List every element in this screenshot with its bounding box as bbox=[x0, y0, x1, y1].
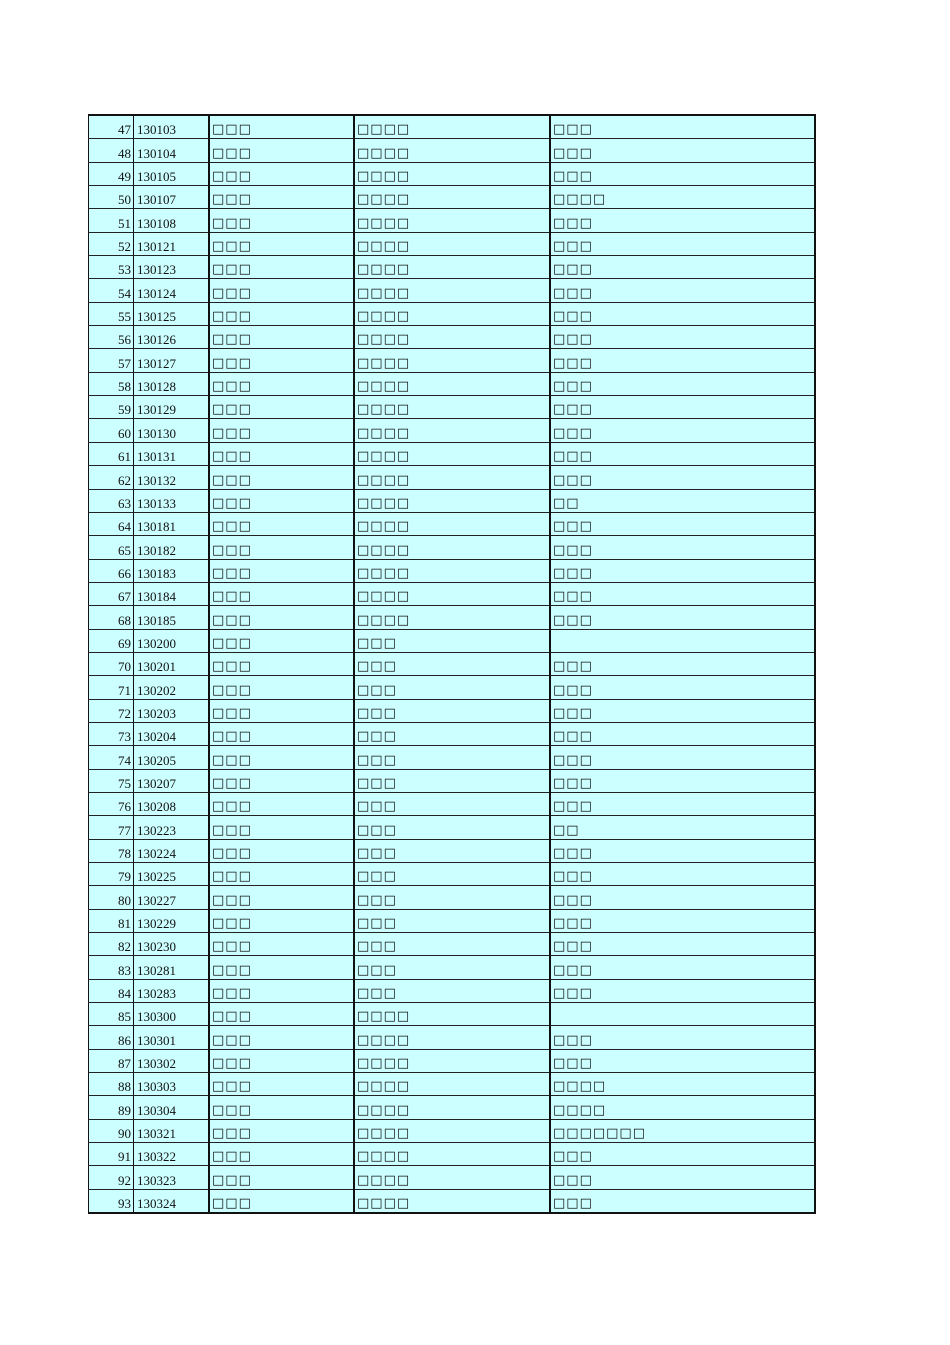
row-index-cell[interactable]: 75 bbox=[89, 769, 134, 792]
column-b-cell[interactable]: □□□□ bbox=[354, 489, 550, 512]
column-b-cell[interactable]: □□□□ bbox=[354, 559, 550, 582]
table-row bbox=[89, 536, 816, 559]
row-index-cell[interactable]: 73 bbox=[89, 722, 134, 745]
column-b-cell[interactable]: □□□ bbox=[354, 699, 550, 722]
column-a-cell[interactable]: □□□ bbox=[209, 839, 354, 862]
column-c-cell[interactable]: □□□ bbox=[550, 139, 815, 162]
code-cell[interactable]: 130129 bbox=[134, 396, 210, 419]
code-cell[interactable]: 130183 bbox=[134, 559, 210, 582]
table-row bbox=[89, 162, 816, 185]
column-c-cell[interactable]: □□□□ bbox=[550, 1096, 815, 1119]
column-c-cell[interactable]: □□□□□□□ bbox=[550, 1119, 815, 1142]
code-cell[interactable]: 130185 bbox=[134, 606, 210, 629]
column-b-cell[interactable]: □□□ bbox=[354, 722, 550, 745]
column-a-cell[interactable]: □□□ bbox=[209, 326, 354, 349]
code-cell[interactable]: 130127 bbox=[134, 349, 210, 372]
table-row bbox=[89, 1119, 816, 1142]
code-cell[interactable]: 130125 bbox=[134, 302, 210, 325]
column-c-cell[interactable] bbox=[550, 629, 815, 652]
row-index-cell[interactable]: 74 bbox=[89, 746, 134, 769]
code-cell[interactable]: 130303 bbox=[134, 1073, 210, 1096]
table-row bbox=[89, 699, 816, 722]
column-a-cell[interactable]: □□□ bbox=[209, 209, 354, 232]
column-a-cell[interactable]: □□□ bbox=[209, 536, 354, 559]
code-cell[interactable]: 130227 bbox=[134, 886, 210, 909]
row-index-cell[interactable]: 53 bbox=[89, 256, 134, 279]
data-table bbox=[88, 114, 816, 1214]
column-b-cell[interactable]: □□□□ bbox=[354, 582, 550, 605]
code-cell[interactable]: 130132 bbox=[134, 466, 210, 489]
column-b-cell[interactable]: □□□ bbox=[354, 676, 550, 699]
table-row bbox=[89, 466, 816, 489]
row-index-cell[interactable]: 93 bbox=[89, 1189, 134, 1213]
column-c-cell[interactable]: □□□ bbox=[550, 792, 815, 815]
code-cell[interactable]: 130131 bbox=[134, 442, 210, 465]
column-b-cell[interactable]: □□□□ bbox=[354, 326, 550, 349]
table-row bbox=[89, 792, 816, 815]
row-index-cell[interactable]: 81 bbox=[89, 909, 134, 932]
table-row bbox=[89, 863, 816, 886]
table-row bbox=[89, 839, 816, 862]
column-a-cell[interactable]: □□□ bbox=[209, 979, 354, 1002]
column-b-cell[interactable]: □□□□ bbox=[354, 1026, 550, 1049]
table-row bbox=[89, 629, 816, 652]
row-index-cell[interactable]: 87 bbox=[89, 1049, 134, 1072]
column-c-cell[interactable]: □□□ bbox=[550, 722, 815, 745]
code-cell[interactable]: 130182 bbox=[134, 536, 210, 559]
row-index-cell[interactable]: 62 bbox=[89, 466, 134, 489]
column-b-cell[interactable]: □□□□ bbox=[354, 1003, 550, 1026]
table-row bbox=[89, 115, 816, 139]
row-index-cell[interactable]: 54 bbox=[89, 279, 134, 302]
row-index-cell[interactable]: 52 bbox=[89, 232, 134, 255]
code-cell[interactable]: 130126 bbox=[134, 326, 210, 349]
code-cell[interactable]: 130300 bbox=[134, 1003, 210, 1026]
code-cell[interactable]: 130108 bbox=[134, 209, 210, 232]
column-b-cell[interactable]: □□□□ bbox=[354, 162, 550, 185]
column-b-cell[interactable]: □□□□ bbox=[354, 466, 550, 489]
column-c-cell[interactable]: □□□ bbox=[550, 326, 815, 349]
code-cell[interactable]: 130202 bbox=[134, 676, 210, 699]
code-cell[interactable]: 130302 bbox=[134, 1049, 210, 1072]
table-row bbox=[89, 559, 816, 582]
row-index-cell[interactable]: 58 bbox=[89, 372, 134, 395]
table-row bbox=[89, 209, 816, 232]
code-cell[interactable]: 130225 bbox=[134, 863, 210, 886]
row-index-cell[interactable]: 48 bbox=[89, 139, 134, 162]
column-c-cell[interactable]: □□□ bbox=[550, 933, 815, 956]
code-cell[interactable]: 130124 bbox=[134, 279, 210, 302]
column-c-cell[interactable]: □□□ bbox=[550, 209, 815, 232]
column-c-cell[interactable]: □□□ bbox=[550, 909, 815, 932]
row-index-cell[interactable]: 91 bbox=[89, 1143, 134, 1166]
table-row bbox=[89, 956, 816, 979]
column-a-cell[interactable]: □□□ bbox=[209, 886, 354, 909]
column-a-cell[interactable]: □□□ bbox=[209, 162, 354, 185]
table-row bbox=[89, 232, 816, 255]
code-cell[interactable]: 130121 bbox=[134, 232, 210, 255]
column-c-cell[interactable]: □□□ bbox=[550, 699, 815, 722]
column-a-cell[interactable]: □□□ bbox=[209, 582, 354, 605]
row-index-cell[interactable]: 69 bbox=[89, 629, 134, 652]
row-index-cell[interactable]: 72 bbox=[89, 699, 134, 722]
column-c-cell[interactable]: □□□ bbox=[550, 1026, 815, 1049]
column-a-cell[interactable]: □□□ bbox=[209, 302, 354, 325]
column-a-cell[interactable]: □□□ bbox=[209, 699, 354, 722]
code-cell[interactable]: 130181 bbox=[134, 512, 210, 535]
column-c-cell[interactable]: □□□ bbox=[550, 606, 815, 629]
table-row bbox=[89, 512, 816, 535]
column-a-cell[interactable]: □□□ bbox=[209, 956, 354, 979]
column-a-cell[interactable]: □□□ bbox=[209, 232, 354, 255]
column-a-cell[interactable]: □□□ bbox=[209, 863, 354, 886]
column-a-cell[interactable]: □□□ bbox=[209, 349, 354, 372]
column-a-cell[interactable]: □□□ bbox=[209, 1003, 354, 1026]
column-b-cell[interactable]: □□□□ bbox=[354, 1143, 550, 1166]
row-index-cell[interactable]: 78 bbox=[89, 839, 134, 862]
row-index-cell[interactable]: 90 bbox=[89, 1119, 134, 1142]
column-a-cell[interactable]: □□□ bbox=[209, 909, 354, 932]
column-c-cell[interactable]: □□ bbox=[550, 489, 815, 512]
column-c-cell[interactable]: □□□□ bbox=[550, 186, 815, 209]
table-row bbox=[89, 1073, 816, 1096]
code-cell[interactable]: 130323 bbox=[134, 1166, 210, 1189]
column-a-cell[interactable]: □□□ bbox=[209, 489, 354, 512]
column-c-cell[interactable]: □□□ bbox=[550, 886, 815, 909]
column-b-cell[interactable]: □□□□ bbox=[354, 115, 550, 139]
row-index-cell[interactable]: 57 bbox=[89, 349, 134, 372]
row-index-cell[interactable]: 63 bbox=[89, 489, 134, 512]
table-row bbox=[89, 419, 816, 442]
column-a-cell[interactable]: □□□ bbox=[209, 115, 354, 139]
column-a-cell[interactable]: □□□ bbox=[209, 676, 354, 699]
row-index-cell[interactable]: 80 bbox=[89, 886, 134, 909]
column-c-cell[interactable]: □□□ bbox=[550, 232, 815, 255]
column-a-cell[interactable]: □□□ bbox=[209, 606, 354, 629]
column-b-cell[interactable]: □□□□ bbox=[354, 1049, 550, 1072]
column-c-cell[interactable]: □□□ bbox=[550, 769, 815, 792]
column-c-cell[interactable]: □□□ bbox=[550, 536, 815, 559]
column-b-cell[interactable]: □□□□ bbox=[354, 419, 550, 442]
column-b-cell[interactable]: □□□ bbox=[354, 816, 550, 839]
code-cell[interactable]: 130324 bbox=[134, 1189, 210, 1213]
table-row bbox=[89, 349, 816, 372]
column-c-cell[interactable]: □□□ bbox=[550, 1143, 815, 1166]
table-row bbox=[89, 746, 816, 769]
code-cell[interactable]: 130200 bbox=[134, 629, 210, 652]
column-c-cell[interactable]: □□□ bbox=[550, 956, 815, 979]
column-a-cell[interactable]: □□□ bbox=[209, 652, 354, 675]
column-c-cell[interactable]: □□□ bbox=[550, 115, 815, 139]
code-cell[interactable]: 130223 bbox=[134, 816, 210, 839]
column-c-cell[interactable]: □□□ bbox=[550, 1189, 815, 1213]
table-row bbox=[89, 326, 816, 349]
table-row bbox=[89, 1049, 816, 1072]
row-index-cell[interactable]: 60 bbox=[89, 419, 134, 442]
row-index-cell[interactable]: 70 bbox=[89, 652, 134, 675]
row-index-cell[interactable]: 66 bbox=[89, 559, 134, 582]
column-b-cell[interactable]: □□□ bbox=[354, 652, 550, 675]
row-index-cell[interactable]: 61 bbox=[89, 442, 134, 465]
column-b-cell[interactable]: □□□□ bbox=[354, 512, 550, 535]
code-cell[interactable]: 130123 bbox=[134, 256, 210, 279]
column-b-cell[interactable]: □□□ bbox=[354, 746, 550, 769]
column-a-cell[interactable]: □□□ bbox=[209, 933, 354, 956]
code-cell[interactable]: 130133 bbox=[134, 489, 210, 512]
column-a-cell[interactable]: □□□ bbox=[209, 512, 354, 535]
row-index-cell[interactable]: 67 bbox=[89, 582, 134, 605]
table-row bbox=[89, 582, 816, 605]
code-cell[interactable]: 130203 bbox=[134, 699, 210, 722]
row-index-cell[interactable]: 51 bbox=[89, 209, 134, 232]
column-c-cell[interactable]: □□□ bbox=[550, 1049, 815, 1072]
row-index-cell[interactable]: 47 bbox=[89, 115, 134, 139]
column-b-cell[interactable]: □□□□ bbox=[354, 1096, 550, 1119]
column-c-cell[interactable] bbox=[550, 1003, 815, 1026]
row-index-cell[interactable]: 83 bbox=[89, 956, 134, 979]
table-row bbox=[89, 1166, 816, 1189]
column-a-cell[interactable]: □□□ bbox=[209, 1119, 354, 1142]
column-a-cell[interactable]: □□□ bbox=[209, 186, 354, 209]
column-b-cell[interactable]: □□□□ bbox=[354, 209, 550, 232]
column-a-cell[interactable]: □□□ bbox=[209, 1049, 354, 1072]
table-row bbox=[89, 279, 816, 302]
table-row bbox=[89, 1026, 816, 1049]
column-c-cell[interactable]: □□□ bbox=[550, 279, 815, 302]
table-row bbox=[89, 606, 816, 629]
table-row bbox=[89, 396, 816, 419]
column-b-cell[interactable]: □□□□ bbox=[354, 372, 550, 395]
column-a-cell[interactable]: □□□ bbox=[209, 1189, 354, 1213]
code-cell[interactable]: 130184 bbox=[134, 582, 210, 605]
code-cell[interactable]: 130208 bbox=[134, 792, 210, 815]
column-a-cell[interactable]: □□□ bbox=[209, 629, 354, 652]
column-c-cell[interactable]: □□□ bbox=[550, 372, 815, 395]
table-row bbox=[89, 1143, 816, 1166]
row-index-cell[interactable]: 92 bbox=[89, 1166, 134, 1189]
column-c-cell[interactable]: □□□□ bbox=[550, 1073, 815, 1096]
code-cell[interactable]: 130205 bbox=[134, 746, 210, 769]
row-index-cell[interactable]: 49 bbox=[89, 162, 134, 185]
column-c-cell[interactable]: □□□ bbox=[550, 676, 815, 699]
column-c-cell[interactable]: □□□ bbox=[550, 302, 815, 325]
column-a-cell[interactable]: □□□ bbox=[209, 816, 354, 839]
column-a-cell[interactable]: □□□ bbox=[209, 792, 354, 815]
column-b-cell[interactable]: □□□ bbox=[354, 769, 550, 792]
code-cell[interactable]: 130103 bbox=[134, 115, 210, 139]
column-c-cell[interactable]: □□□ bbox=[550, 349, 815, 372]
column-c-cell[interactable]: □□□ bbox=[550, 396, 815, 419]
row-index-cell[interactable]: 79 bbox=[89, 863, 134, 886]
column-b-cell[interactable]: □□□ bbox=[354, 933, 550, 956]
code-cell[interactable]: 130230 bbox=[134, 933, 210, 956]
column-b-cell[interactable]: □□□□ bbox=[354, 442, 550, 465]
table-row bbox=[89, 442, 816, 465]
row-index-cell[interactable]: 50 bbox=[89, 186, 134, 209]
code-cell[interactable]: 130321 bbox=[134, 1119, 210, 1142]
code-cell[interactable]: 130207 bbox=[134, 769, 210, 792]
column-c-cell[interactable]: □□□ bbox=[550, 162, 815, 185]
table-row bbox=[89, 139, 816, 162]
table-row bbox=[89, 816, 816, 839]
column-b-cell[interactable]: □□□□ bbox=[354, 256, 550, 279]
row-index-cell[interactable]: 89 bbox=[89, 1096, 134, 1119]
column-b-cell[interactable]: □□□□ bbox=[354, 536, 550, 559]
code-cell[interactable]: 130104 bbox=[134, 139, 210, 162]
column-b-cell[interactable]: □□□ bbox=[354, 979, 550, 1002]
column-c-cell[interactable]: □□□ bbox=[550, 559, 815, 582]
row-index-cell[interactable]: 55 bbox=[89, 302, 134, 325]
column-b-cell[interactable]: □□□□ bbox=[354, 349, 550, 372]
code-cell[interactable]: 130105 bbox=[134, 162, 210, 185]
code-cell[interactable]: 130128 bbox=[134, 372, 210, 395]
column-b-cell[interactable]: □□□□ bbox=[354, 139, 550, 162]
column-a-cell[interactable]: □□□ bbox=[209, 396, 354, 419]
row-index-cell[interactable]: 85 bbox=[89, 1003, 134, 1026]
column-a-cell[interactable]: □□□ bbox=[209, 559, 354, 582]
column-c-cell[interactable]: □□□ bbox=[550, 442, 815, 465]
column-b-cell[interactable]: □□□□ bbox=[354, 279, 550, 302]
row-index-cell[interactable]: 76 bbox=[89, 792, 134, 815]
code-cell[interactable]: 130283 bbox=[134, 979, 210, 1002]
column-a-cell[interactable]: □□□ bbox=[209, 466, 354, 489]
column-b-cell[interactable]: □□□ bbox=[354, 909, 550, 932]
column-a-cell[interactable]: □□□ bbox=[209, 442, 354, 465]
column-a-cell[interactable]: □□□ bbox=[209, 1073, 354, 1096]
column-b-cell[interactable]: □□□ bbox=[354, 629, 550, 652]
column-a-cell[interactable]: □□□ bbox=[209, 419, 354, 442]
table-row bbox=[89, 933, 816, 956]
column-b-cell[interactable]: □□□□ bbox=[354, 186, 550, 209]
column-c-cell[interactable]: □□□ bbox=[550, 839, 815, 862]
row-index-cell[interactable]: 82 bbox=[89, 933, 134, 956]
table-row bbox=[89, 186, 816, 209]
column-c-cell[interactable]: □□□ bbox=[550, 979, 815, 1002]
table-row bbox=[89, 722, 816, 745]
table-row bbox=[89, 1189, 816, 1213]
code-cell[interactable]: 130301 bbox=[134, 1026, 210, 1049]
row-index-cell[interactable]: 65 bbox=[89, 536, 134, 559]
table-row bbox=[89, 302, 816, 325]
code-cell[interactable]: 130322 bbox=[134, 1143, 210, 1166]
code-cell[interactable]: 130229 bbox=[134, 909, 210, 932]
column-c-cell[interactable]: □□□ bbox=[550, 863, 815, 886]
column-b-cell[interactable]: □□□ bbox=[354, 839, 550, 862]
code-cell[interactable]: 130130 bbox=[134, 419, 210, 442]
column-a-cell[interactable]: □□□ bbox=[209, 1166, 354, 1189]
code-cell[interactable]: 130204 bbox=[134, 722, 210, 745]
column-a-cell[interactable]: □□□ bbox=[209, 1096, 354, 1119]
row-index-cell[interactable]: 86 bbox=[89, 1026, 134, 1049]
column-b-cell[interactable]: □□□□ bbox=[354, 396, 550, 419]
column-b-cell[interactable]: □□□□ bbox=[354, 232, 550, 255]
column-a-cell[interactable]: □□□ bbox=[209, 139, 354, 162]
column-c-cell[interactable]: □□□ bbox=[550, 512, 815, 535]
column-a-cell[interactable]: □□□ bbox=[209, 746, 354, 769]
code-cell[interactable]: 130107 bbox=[134, 186, 210, 209]
code-cell[interactable]: 130304 bbox=[134, 1096, 210, 1119]
row-index-cell[interactable]: 88 bbox=[89, 1073, 134, 1096]
column-a-cell[interactable]: □□□ bbox=[209, 722, 354, 745]
column-c-cell[interactable]: □□ bbox=[550, 816, 815, 839]
column-c-cell[interactable]: □□□ bbox=[550, 1166, 815, 1189]
table-row bbox=[89, 372, 816, 395]
column-a-cell[interactable]: □□□ bbox=[209, 279, 354, 302]
row-index-cell[interactable]: 64 bbox=[89, 512, 134, 535]
column-b-cell[interactable]: □□□ bbox=[354, 863, 550, 886]
column-c-cell[interactable]: □□□ bbox=[550, 582, 815, 605]
table-row bbox=[89, 886, 816, 909]
table-row bbox=[89, 769, 816, 792]
column-b-cell[interactable]: □□□ bbox=[354, 956, 550, 979]
column-c-cell[interactable]: □□□ bbox=[550, 419, 815, 442]
row-index-cell[interactable]: 56 bbox=[89, 326, 134, 349]
code-cell[interactable]: 130281 bbox=[134, 956, 210, 979]
column-a-cell[interactable]: □□□ bbox=[209, 1143, 354, 1166]
table-row bbox=[89, 909, 816, 932]
column-a-cell[interactable]: □□□ bbox=[209, 1026, 354, 1049]
row-index-cell[interactable]: 84 bbox=[89, 979, 134, 1002]
column-b-cell[interactable]: □□□ bbox=[354, 792, 550, 815]
table-row bbox=[89, 256, 816, 279]
table-row bbox=[89, 489, 816, 512]
column-b-cell[interactable]: □□□□ bbox=[354, 302, 550, 325]
code-cell[interactable]: 130224 bbox=[134, 839, 210, 862]
table-row bbox=[89, 1003, 816, 1026]
row-index-cell[interactable]: 77 bbox=[89, 816, 134, 839]
column-b-cell[interactable]: □□□ bbox=[354, 886, 550, 909]
row-index-cell[interactable]: 71 bbox=[89, 676, 134, 699]
column-c-cell[interactable]: □□□ bbox=[550, 652, 815, 675]
column-a-cell[interactable]: □□□ bbox=[209, 372, 354, 395]
table-row bbox=[89, 676, 816, 699]
column-b-cell[interactable]: □□□□ bbox=[354, 1073, 550, 1096]
row-index-cell[interactable]: 68 bbox=[89, 606, 134, 629]
code-cell[interactable]: 130201 bbox=[134, 652, 210, 675]
column-c-cell[interactable]: □□□ bbox=[550, 466, 815, 489]
row-index-cell[interactable]: 59 bbox=[89, 396, 134, 419]
table-body bbox=[89, 115, 816, 1213]
table-row bbox=[89, 979, 816, 1002]
table-row bbox=[89, 652, 816, 675]
column-a-cell[interactable]: □□□ bbox=[209, 769, 354, 792]
column-b-cell[interactable]: □□□□ bbox=[354, 1166, 550, 1189]
column-b-cell[interactable]: □□□□ bbox=[354, 1189, 550, 1213]
column-b-cell[interactable]: □□□□ bbox=[354, 606, 550, 629]
column-a-cell[interactable]: □□□ bbox=[209, 256, 354, 279]
column-b-cell[interactable]: □□□□ bbox=[354, 1119, 550, 1142]
column-c-cell[interactable]: □□□ bbox=[550, 256, 815, 279]
column-c-cell[interactable]: □□□ bbox=[550, 746, 815, 769]
table-row bbox=[89, 1096, 816, 1119]
